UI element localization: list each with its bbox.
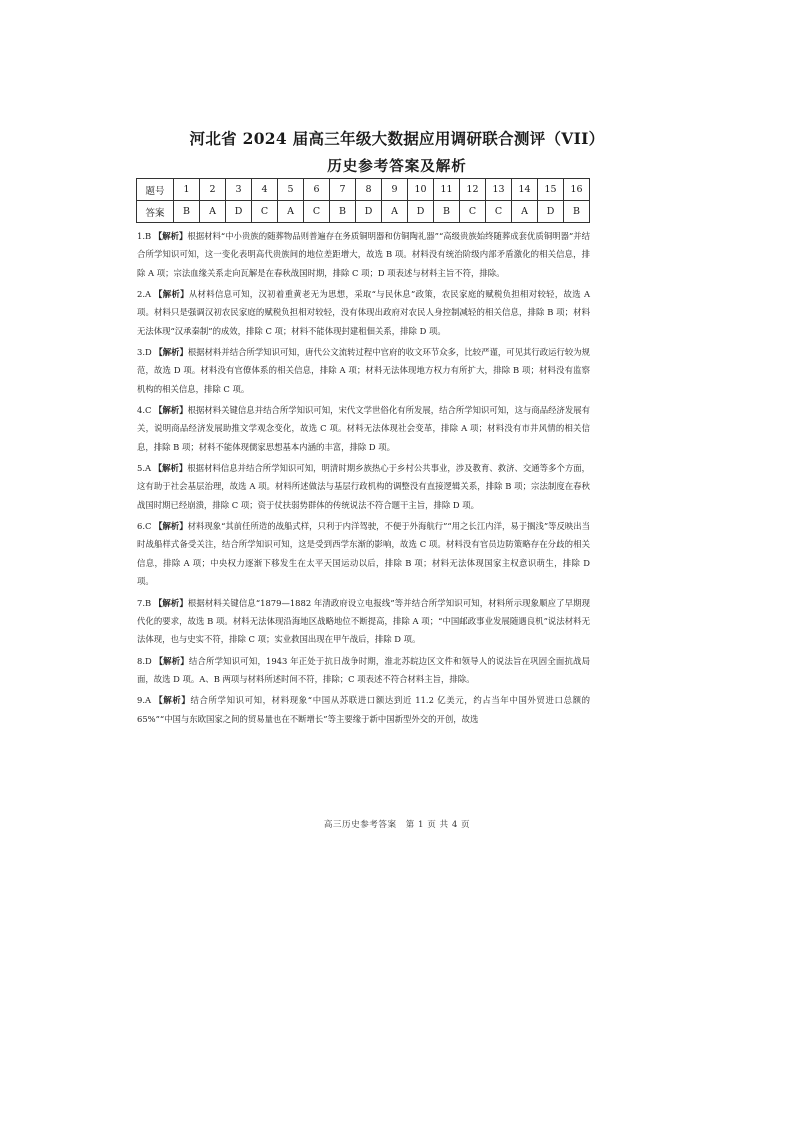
table-cell: A (382, 201, 408, 223)
table-cell: 8 (356, 179, 382, 201)
explanation-paragraph (137, 401, 590, 456)
table-cell: A (278, 201, 304, 223)
table-cell: C (460, 201, 486, 223)
row-label-answers: 答案 (137, 201, 174, 223)
explanation-text: 根据材料关键信息“1879—1882 年清政府设立电报线”等并结合所学知识可知，材料所示现象顺应了早期现代化的要求，故选 B 项。材料无法体现沿海地区战略地位不断提高，排除 A 项；“中国邮政事业发展随遇良机”说法材料无法体现，也与史实不符，排除 C 项；实业救国出现在甲午战后，排除 D 项。 (137, 597, 590, 645)
document-title: 河北省 2024 届高三年级大数据应用调研联合测评（VII） (189, 129, 605, 148)
explanations-body (137, 227, 590, 731)
table-cell: 16 (564, 179, 590, 201)
explanation-text: 从材料信息可知，汉初着重黄老无为思想，采取“与民休息”政策，农民家庭的赋税负担相对较轻，故选 A 项。材料只是强调汉初农民家庭的赋税负担相对较轻，没有体现出政府对农民人身控制减轻的相关信息，排除 B 项；材料无法体现“汉承秦制”的成效，排除 C 项；材料不能体现封建租佃关系，排除 D 项。 (137, 289, 590, 336)
table-cell: A (200, 201, 226, 223)
table-cell: C (252, 201, 278, 223)
analysis-tag: 【解析】 (154, 695, 191, 706)
answer-key: 6.C (137, 521, 152, 532)
table-cell: 3 (226, 179, 252, 201)
explanation-text: 结合所学知识可知，材料现象“中国从苏联进口额达到近 11.2 亿美元，约占当年中国外贸进口总额的 65%”“中国与东欧国家之间的贸易量也在不断增长”等主要缘于新中国新型外交的开创，故选 (137, 695, 590, 724)
answer-key: 4.C (137, 405, 152, 416)
analysis-tag: 【解析】 (154, 521, 188, 532)
explanation-paragraph (137, 227, 590, 282)
explanation-paragraph (137, 691, 590, 728)
answer-key: 5.A (137, 463, 152, 474)
table-cell: 12 (460, 179, 486, 201)
explanation-text: 材料现象“其前任所造的战船式样，只利于内洋驾驶，不便于外海航行”“用之长江内洋，易于搁浅”等反映出当时战船样式备受关注，结合所学知识可知，这是受到西学东渐的影响，故选 C 项。材料没有官员边防策略存在分歧的相关信息，排除 A 项；中央权力逐渐下移发生在太平天国运动以后，排除 B 项；材料无法体现国家主权意识萌生，排除 D 项。 (137, 521, 591, 587)
explanation-paragraph (137, 652, 590, 689)
table-cell: B (434, 201, 460, 223)
table-cell: B (174, 201, 200, 223)
table-cell: B (330, 201, 356, 223)
analysis-tag: 【解析】 (153, 231, 188, 241)
table-cell: 15 (538, 179, 564, 201)
table-cell: 4 (252, 179, 278, 201)
explanation-paragraph (137, 285, 590, 340)
answer-table (136, 178, 590, 223)
row-label-numbers: 题号 (137, 179, 174, 201)
analysis-tag: 【解析】 (153, 597, 188, 608)
answer-key: 9.A (137, 695, 152, 706)
table-cell: D (226, 201, 252, 223)
answer-key: 7.B (137, 597, 152, 608)
table-cell: 6 (304, 179, 330, 201)
explanation-text: 根据材料并结合所学知识可知，唐代公文流转过程中官府的收文环节众多，比较严谨，可见其行政运行较为规范，故选 D 项。材料没有官僚体系的相关信息，排除 A 项；材料无法体现地方权力有所扩大，排除 B 项；材料没有监察机构的相关信息，排除 C 项。 (137, 347, 591, 394)
answer-key: 8.D (137, 655, 152, 666)
table-cell: 13 (486, 179, 512, 201)
table-cell: C (304, 201, 330, 223)
table-cell: 7 (330, 179, 356, 201)
explanation-paragraph (137, 594, 590, 649)
analysis-tag: 【解析】 (154, 289, 189, 300)
table-cell: A (512, 201, 538, 223)
table-cell: 11 (434, 179, 460, 201)
explanation-paragraph (137, 517, 590, 591)
table-cell: C (486, 201, 512, 223)
page-footer: 高三历史参考答案 第 1 页 共 4 页 (323, 820, 471, 830)
explanation-text: 根据材料信息并结合所学知识可知，明清时期乡族热心于乡村公共事业，涉及教育、救济、交通等多个方面，这有助于社会基层治理，故选 A 项。材料所述做法与基层行政机构的调整没有直接逻辑关系，排除 B 项；宗法制度在春秋战国时期已经崩溃，排除 C 项；资于仗扶弱势群体的传统说法不符合题干主旨，排除 D 项。 (137, 463, 590, 510)
table-cell: 9 (382, 179, 408, 201)
explanation-paragraph (137, 343, 590, 398)
explanation-text: 根据材料关键信息并结合所学知识可知，宋代文学世俗化有所发展，结合所学知识可知，这与商品经济发展有关，说明商品经济发展助推文学观念变化，故选 C 项。材料无法体现社会变革，排除 A 项；材料没有市井风情的相关信息，排除 B 项；材料不能体现儒家思想基本内涵的丰富，排除 D 项。 (137, 405, 591, 452)
explanation-paragraph (137, 459, 590, 514)
answer-key: 1.B (137, 231, 152, 241)
table-cell: B (564, 201, 590, 223)
analysis-tag: 【解析】 (154, 655, 189, 666)
table-cell: D (538, 201, 564, 223)
document-subtitle: 历史参考答案及解析 (327, 158, 467, 175)
table-cell: 5 (278, 179, 304, 201)
analysis-tag: 【解析】 (154, 347, 188, 358)
table-cell: 2 (200, 179, 226, 201)
table-cell: 14 (512, 179, 538, 201)
explanation-text: 结合所学知识可知，1943 年正处于抗日战争时期，淮北苏皖边区文件和领导人的说法旨在巩固全面抗战局面，故选 D 项。A、B 两项与材料所述时间不符，排除；C 项表述不符合材料主旨，排除。 (137, 655, 590, 684)
answer-key: 3.D (137, 347, 152, 358)
analysis-tag: 【解析】 (154, 405, 188, 416)
table-cell: 1 (174, 179, 200, 201)
analysis-tag: 【解析】 (153, 463, 188, 474)
question-number-row (137, 179, 590, 201)
table-cell: D (356, 201, 382, 223)
answer-key: 2.A (137, 289, 152, 300)
answer-row (137, 201, 590, 223)
table-cell: D (408, 201, 434, 223)
explanation-text: 根据材料“中小贵族的随葬物品则普遍存在务质铜明器和仿铜陶礼器”“高级贵族始终随葬成套优质铜明器”并结合所学知识可知，这一变化表明高代贵族间的地位差距增大，故选 B 项。材料没有统治阶级内部矛盾激化的相关信息，排除 A 项；宗法血缘关系走向瓦解是在春秋战国时期，排除 C 项；D 项表述与材料主旨不符，排除。 (137, 231, 591, 278)
table-cell: 10 (408, 179, 434, 201)
